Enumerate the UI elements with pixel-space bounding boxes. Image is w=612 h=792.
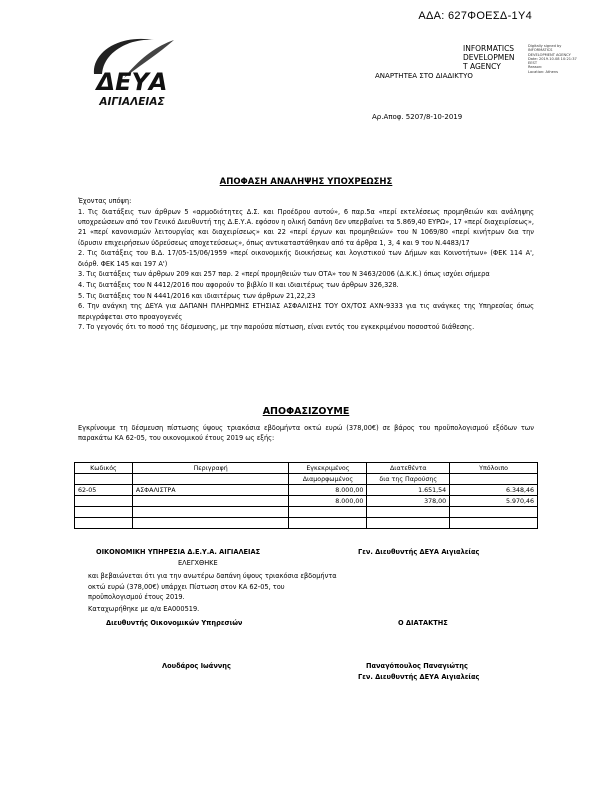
checked-label: ΕΛΕΓΧΘΗΚΕ (178, 559, 218, 567)
svg-text:ΑΙΓΙΑΛΕΙΑΣ: ΑΙΓΙΑΛΕΙΑΣ (99, 96, 165, 108)
authorizing-officer-role: Ο ΔΙΑΤΑΚΤΗΣ (398, 619, 448, 627)
svg-text:ΔΕΥΑ: ΔΕΥΑ (96, 68, 168, 96)
agency-line: T AGENCY (463, 62, 501, 71)
table-row (75, 507, 538, 518)
table-subheader-row (75, 474, 538, 485)
approved-cell: 8.000,00 (289, 485, 367, 496)
registration-text: Καταχωρήθηκε με α/α ΕΑ000519. (88, 605, 200, 613)
budget-table (74, 462, 538, 529)
consideration-item: 5. Τις διατάξεις του Ν 4441/2016 και ιδιαιτέρως των άρθρων 21,22,23 (78, 291, 316, 300)
header-cell: Διατεθέντα (367, 463, 450, 474)
consideration-item: 1. Τις διατάξεις των άρθρων 5 «αρμοδιότητες Δ.Σ. και Προέδρου αυτού», 6 παρ.5α «περί εκτελέσεως προμηθειών και ανάληψης υποχρεώσεων από τον Γενικό Διευθυντή της Δ.Ε.Υ.Α. εφόσον η ολική δαπάνη δεν υπερβαίνει τα 5.869,40 ΕΥΡΩ», 17 «περί διαχειρίσεως», 21 «περί κανονισμών λειτουργίας και διαχειρίσεως» και 22 «περί έργων και προμηθειών» του Ν 1069/80 «περί κινήτρων δια την ίδρυσιν επιχειρήσεων ύδρεύσεως αποχετεύσεως», όπως αντικαταστάθηκαν από τα άρθρα 1, 3, 4 και 9 του Ν.4483/17 (78, 208, 534, 247)
sig-line: Reason: (528, 65, 543, 70)
consideration-item: 6. Την ανάγκη της ΔΕΥΑ για ΔΑΠΑΝΗ ΠΛΗΡΩΜΗΣ ΕΤΗΣΙΑΣ ΑΣΦΑΛΙΣΗΣ ΤΟΥ ΟΧ/ΤΟΣ ΑΧΝ-9333 για τις ανάγκες της Υπηρεσίας όπως περιγράφεται στο προαγογενές (78, 302, 534, 321)
subheader-cell: δια της Παρούσης (367, 474, 450, 485)
description-cell (132, 518, 289, 529)
finance-director-name: Λουδάρος Ιωάννης (162, 662, 231, 670)
table-row (75, 485, 538, 496)
remaining-cell (450, 507, 538, 518)
header-cell: Κωδικός (75, 463, 133, 474)
subheader-cell (132, 474, 289, 485)
subheader-cell: Διαμορφωμένος (289, 474, 367, 485)
general-director-name: Παναγόπουλος Παναγιώτης (366, 662, 468, 670)
header-cell: Υπόλοιπο (450, 463, 538, 474)
approved-cell (289, 518, 367, 529)
decision-text: Εγκρίνουμε τη δέσμευση πίστωσης ύψους τριακόσια εβδομήντα οκτώ ευρώ (378,00€) σε βάρος του προϋπολογισμού εξόδων των παρακάτω ΚΑ 62-05, του οικονομικού έτους 2019 ως εξής: (78, 424, 534, 443)
sig-line: INFORMATICS (528, 48, 553, 53)
document-title: ΑΠΟΦΑΣΗ ΑΝΑΛΗΨΗΣ ΥΠΟΧΡΕΩΣΗΣ (219, 177, 393, 187)
header-cell: Περιγραφή (132, 463, 289, 474)
finance-director-role: Διευθυντής Οικονομικών Υπηρεσιών (106, 619, 243, 627)
intro-text: Έχοντας υπόψη: (78, 197, 132, 205)
sig-line: EEST (528, 61, 538, 66)
remaining-cell (450, 518, 538, 529)
description-cell: ΑΣΦΑΛΙΣΤΡΑ (132, 485, 289, 496)
table-header-row (75, 463, 538, 474)
allocated-cell (367, 518, 450, 529)
allocated-cell: 378,00 (367, 496, 450, 507)
remaining-cell: 6.348,46 (450, 485, 538, 496)
header-cell: Εγκεκριμένος (289, 463, 367, 474)
sig-line: Location: Athens (528, 69, 558, 74)
publish-note: ΑΝΑΡΤΗΤΕΑ ΣΤΟ ΔΙΑΔΙΚΤΥΟ (375, 72, 473, 80)
sig-line: DEVELOPMENT AGENCY (528, 52, 571, 57)
ada-code: ΑΔΑ: 627ΦΟΕΣΔ-1Υ4 (418, 10, 532, 22)
sig-line: Date: 2019.10.08 10:21:37 (528, 56, 577, 61)
general-director-name-title: Γεν. Διευθυντής ΔΕΥΑ Αιγιαλείας (358, 673, 480, 681)
code-cell: 62-05 (75, 485, 133, 496)
subheader-cell (450, 474, 538, 485)
considerations-list (78, 207, 534, 333)
decision-title: ΑΠΟΦΑΣΙΖΟΥΜΕ (262, 406, 350, 417)
table-row (75, 496, 538, 507)
approved-cell: 8.000,00 (289, 496, 367, 507)
deya-logo-icon (86, 34, 178, 114)
remaining-cell: 5.970,46 (450, 496, 538, 507)
protocol-number: Αρ.Αποφ. 5207/8-10-2019 (372, 113, 463, 121)
allocated-cell (367, 507, 450, 518)
table-row (75, 518, 538, 529)
allocated-cell: 1.651,54 (367, 485, 450, 496)
code-cell (75, 496, 133, 507)
finance-department-title: ΟΙΚΟΝΟΜΙΚΗ ΥΠΗΡΕΣΙΑ Δ.Ε.Υ.Α. ΑΙΓΙΑΛΕΙΑΣ (96, 548, 261, 556)
agency-stamp (463, 44, 525, 71)
consideration-item: 3. Τις διατάξεις των άρθρων 209 και 257 παρ. 2 «περί προμηθειών των ΟΤΑ» του Ν 3463/2006 (Δ.Κ.Κ.) όπως ισχύει σήμερα (78, 270, 490, 279)
sig-line: Digitally signed by (528, 44, 562, 48)
description-cell (132, 496, 289, 507)
general-director-title: Γεν. Διευθυντής ΔΕΥΑ Αιγιαλείας (358, 548, 480, 556)
verification-text: και βεβαιώνεται ότι για την ανωτέρω δαπάνη ύψους τριακόσια εβδομήντα οκτώ ευρώ (378,00€) υπάρχει Πίστωση στον ΚΑ 62-05, του προϋπολογισμού έτους 2019. (88, 572, 337, 601)
consideration-item: 7. Το γεγονός ότι το ποσό της δέσμευσης, με την παρούσα πίστωση, είναι εντός του εγκεκριμένου ποσοστού διάθεσης. (78, 323, 475, 332)
consideration-item: 2. Τις διατάξεις του Β.Δ. 17/05-15/06/1959 «περί οικονομικής διοικήσεως και λογιστικού των Δήμων και Κοινοτήτων» (ΦΕΚ 114 Α', διόρθ. ΦΕΚ 145 και 197 Α') (78, 249, 534, 268)
description-cell (132, 507, 289, 518)
agency-line: INFORMATICS (463, 44, 515, 53)
deya-logo (86, 34, 178, 114)
code-cell (75, 518, 133, 529)
subheader-cell (75, 474, 133, 485)
approved-cell (289, 507, 367, 518)
agency-line: DEVELOPMEN (463, 53, 515, 62)
code-cell (75, 507, 133, 518)
consideration-item: 4. Τις διατάξεις του Ν 4412/2016 που αφορούν το βιβλίο ΙΙ και ιδιαιτέρως των άρθρων 326,328. (78, 280, 399, 289)
digital-signature-text (528, 44, 580, 74)
